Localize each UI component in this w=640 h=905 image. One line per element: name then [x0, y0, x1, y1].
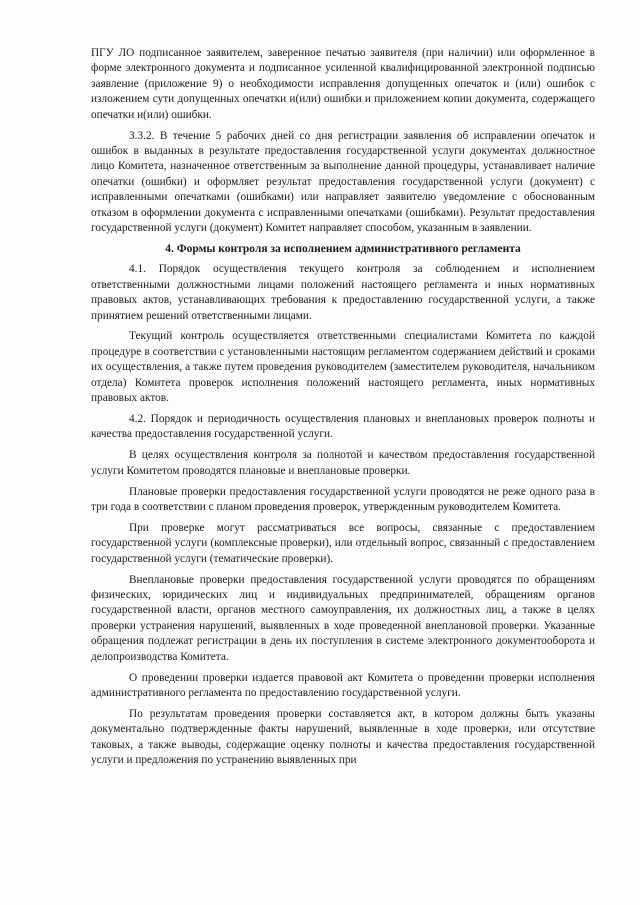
paragraph-current-control: Текущий контроль осуществляется ответственными специалистами Комитета по каждой процедуре в соответствии с установленными настоящим регламентом содержанием действий и сроками их осуществления, а также путем проведения руководителем (заместителем руководителя, начальником отдела) Комитета проверок исполнения положений настоящего регламента, иных нормативных правовых актов.	[91, 330, 595, 405]
paragraph-4-1: 4.1. Порядок осуществления текущего контроля за соблюдением и исполнением ответственными должностными лицами положений настоящего регламента и иных нормативных правовых актов, устанавливающих требования к предоставлению государственной услуги, а также принятием решений ответственными лицами.	[91, 263, 595, 322]
paragraph-application-continuation: ПГУ ЛО подписанное заявителем, заверенное печатью заявителя (при наличии) или оформленное в форме электронного документа и подписанное усиленной квалифицированной электронной подписью заявление (приложение 9) о необходимости исправления допущенных опечаток и (или) ошибок с изложением сути допущенных опечатки и(или) ошибки и приложением копии документа, содержащего опечатки и(или) ошибки.	[91, 47, 595, 121]
paragraph-check-scope: При проверке могут рассматриваться все вопросы, связанные с предоставлением государственной услуги (комплексные проверки), или отдельный вопрос, связанный с предоставлением государственной услуги (тематические проверки).	[91, 521, 595, 565]
paragraph-control-purpose: В целях осуществления контроля за полнотой и качеством предоставления государственной услуги Комитетом проводятся плановые и внеплановые проверки.	[91, 449, 595, 477]
document-body	[91, 46, 595, 774]
paragraph-planned-checks: Плановые проверки предоставления государственной услуги проводятся не реже одного раза в три года в соответствии с планом проведения проверок, утвержденным руководителем Комитета.	[91, 485, 595, 513]
paragraph-3-3-2: 3.3.2. В течение 5 рабочих дней со дня регистрации заявления об исправлении опечаток и ошибок в выданных в результате предоставления государственной услуги документах должностное лицо Комитета, назначенное ответственным за выполнение данной процедуры, устанавливает наличие опечатки (ошибки) и оформляет результат предоставления государственной услуги (документ) с исправленными опечатками (ошибками) или направляет заявителю уведомление с обоснованным отказом в оформлении документа с исправленными опечатками (ошибками). Результат предоставления государственной услуги (документ) Комитет направляет способом, указанным в заявлении.	[91, 129, 595, 234]
paragraph-unplanned-checks: Внеплановые проверки предоставления государственной услуги проводятся по обращениям физических, юридических лиц и индивидуальных предпринимателей, обращениям органов государственной власти, органов местного самоуправления, их должностных лиц, а также в целях проверки устранения нарушений, выявленных в ходе проведенной внеплановой проверки. Указанные обращения подлежат регистрации в день их поступления в системе электронного документооборота и делопроизводства Комитета.	[91, 573, 595, 663]
paragraph-4-2: 4.2. Порядок и периодичность осуществления плановых и внеплановых проверок полноты и качества предоставления государственной услуги.	[91, 412, 595, 441]
paragraph-check-results: По результатам проведения проверки составляется акт, в котором должны быть указаны документально подтвержденные факты нарушений, выявленные в ходе проверки, или отсутствие таковых, а также выводы, содержащие оценку полноты и качества предоставления государственной услуги и предложения по устранению выявленных при	[91, 707, 595, 767]
paragraph-check-order: О проведении проверки издается правовой акт Комитета о проведении проверки исполнения административного регламента по предоставлению государственной услуги.	[91, 671, 595, 699]
section-heading-4: 4. Формы контроля за исполнением административного регламента	[165, 242, 521, 255]
